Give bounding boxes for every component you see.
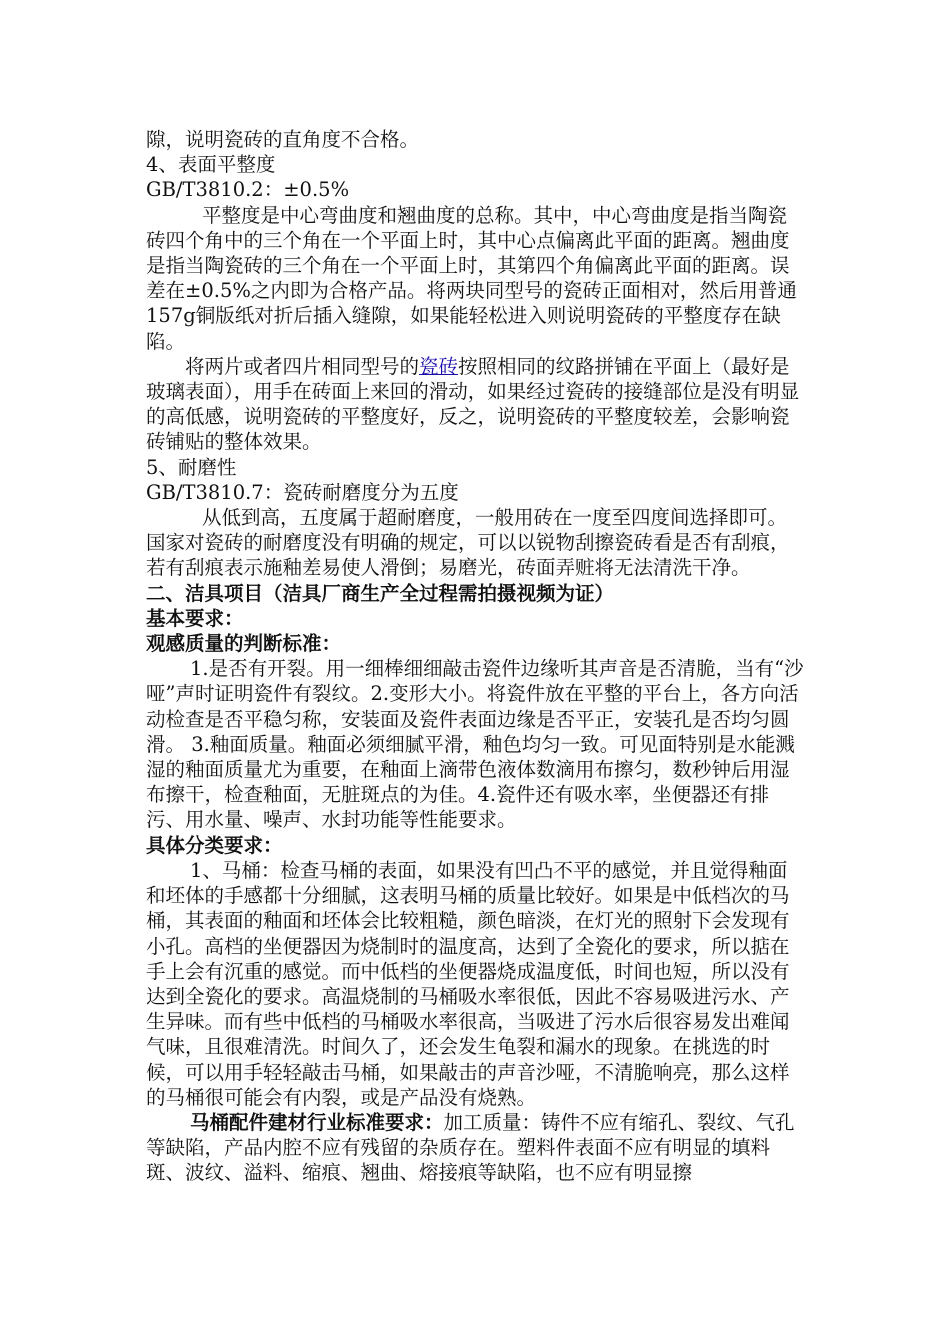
subheading-specific-requirements: 具体分类要求： — [146, 833, 283, 857]
paragraph-flatness-test — [146, 354, 806, 455]
section-heading-sanitary: 二、洁具项目（洁具厂商生产全过程需拍摄视频为证） — [146, 581, 615, 605]
paragraph-text: 将两片或者四片相同型号的 — [185, 354, 420, 378]
fittings-heading: 马桶配件建材行业标准要求： — [190, 1110, 444, 1134]
paragraph-continuation: 隙，说明瓷砖的直角度不合格。 — [146, 128, 420, 151]
paragraph-text: 按照相同的纹路拼铺在平面上（最好是玻璃表面），用手在砖面上来回的滑动，如果经过瓷砖的接缝部位是没有明显的高低感，说明瓷砖的平整度好，反之，说明瓷砖的平整度较差，会影响瓷砖铺贴的整体效果。 — [146, 354, 800, 454]
paragraph-fittings — [146, 1110, 806, 1186]
subheading-visual-quality: 观感质量的判断标准： — [146, 632, 342, 656]
tile-link[interactable]: 瓷砖 — [419, 354, 459, 378]
paragraph-wear-resistance: 从低到高，五度属于超耐磨度，一般用砖在一度至四度间选择即可。国家对瓷砖的耐磨度没有明确的规定，可以以锐物刮擦瓷砖看是否有刮痕，若有刮痕表示施釉差易使人滑倒；易磨光，砖面弄赃将无法清洗干净。 — [146, 506, 790, 580]
subheading-basic-requirements: 基本要求： — [146, 606, 244, 630]
paragraph-flatness-definition: 平整度是中心弯曲度和翘曲度的总称。其中，中心弯曲度是指当陶瓷砖四个角中的三个角在一个平面上时，其中心点偏离此平面的距离。翘曲度是指当陶瓷砖的三个角在一个平面上时，其第四个角偏离此平面的距离。误差在±0.5%之内即为合格产品。将两块同型号的瓷砖正面相对，然后用普通157g铜版纸对折后插入缝隙，如果能轻松进入则说明瓷砖的平整度存在缺陷。 — [146, 203, 797, 353]
paragraph-text: 加工质量：铸件不应有缩孔、裂纹、气孔等缺陷，产品内腔不应有残留的杂质存在。塑料件表面不应有明显的填料斑、波纹、溢料、缩痕、翘曲、熔接痕等缺陷，也不应有明显擦 — [146, 1110, 795, 1185]
paragraph-toilet: 1、马桶：检查马桶的表面，如果没有凹凸不平的感觉，并且觉得釉面和坯体的手感都十分细腻，这表明马桶的质量比较好。如果是中低档次的马桶，其表面的釉面和坯体会比较粗糙，颜色暗淡，在灯光的照射下会发现有小孔。高档的坐便器因为烧制时的温度高，达到了全瓷化的要求，所以掂在手上会有沉重的感觉。而中低档的坐便器烧成温度低，时间也短，所以没有达到全瓷化的要求。高温烧制的马桶吸水率很低，因此不容易吸进污水、产生异味。而有些中低档的马桶吸水率很高，当吸进了污水后很容易发出难闻气味，且很难清洗。时间久了，还会发生龟裂和漏水的现象。在挑选的时候，可以用手轻轻敲击马桶，如果敲击的声音沙哑，不清脆响亮，那么这样的马桶很可能会有内裂，或是产品没有烧熟。 — [146, 858, 790, 1109]
document-body — [146, 127, 806, 1186]
standard-flatness: GB/T3810.2：±0.5% — [146, 178, 350, 202]
paragraph-visual-quality: 1.是否有开裂。用一细棒细细敲击瓷件边缘听其声音是否清脆，当有“沙哑”声时证明瓷件有裂纹。2.变形大小。将瓷件放在平整的平台上，各方向活动检查是否平稳匀称，安装面及瓷件表面边缘是否平正，安装孔是否均匀圆滑。 3.釉面质量。釉面必须细腻平滑，釉色均匀一致。可见面特别是水能溅湿的釉面质量尤为重要，在釉面上滴带色液体数滴用布擦匀，数秒钟后用湿布擦干，检查釉面，无脏斑点的为佳。4.瓷件还有吸水率，坐便器还有排污、用水量、噪声、水封功能等性能要求。 — [146, 657, 804, 832]
heading-flatness: 4、表面平整度 — [146, 153, 276, 177]
heading-wear-resistance: 5、耐磨性 — [146, 455, 237, 479]
standard-wear-resistance: GB/T3810.7：瓷砖耐磨度分为五度 — [146, 480, 459, 504]
